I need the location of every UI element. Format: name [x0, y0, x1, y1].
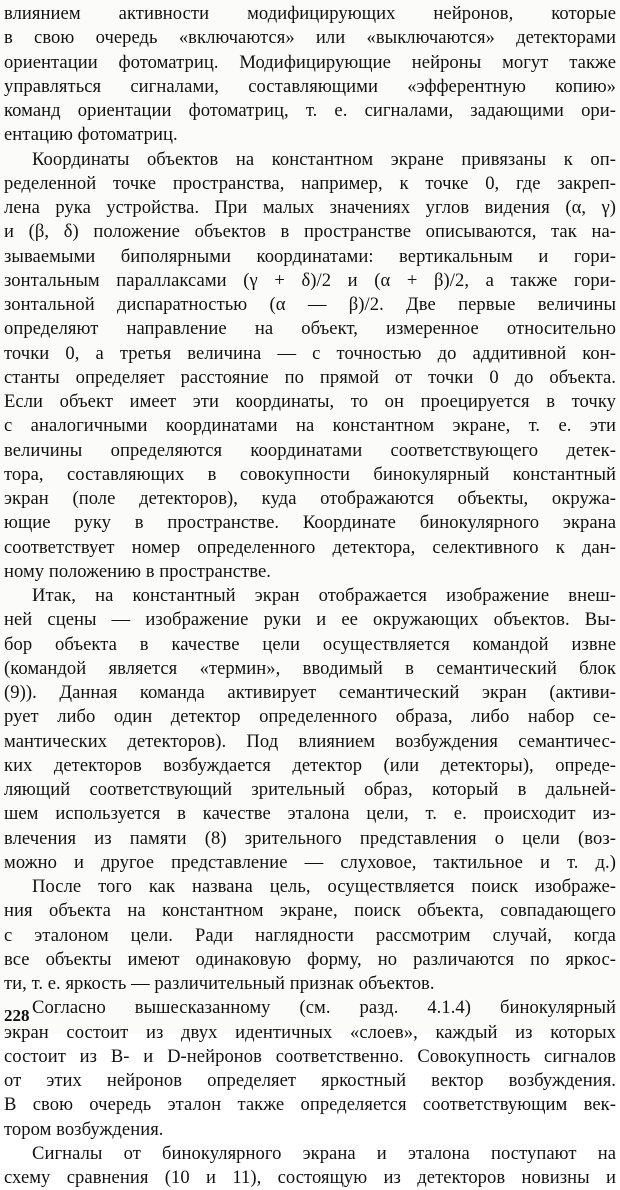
text-line: зываемыми биполярными координатами: вертикальным и гори-: [4, 245, 616, 267]
text-line: ентацию фотоматриц.: [4, 124, 178, 146]
text-line: ному положению в пространстве.: [4, 560, 272, 582]
text-line: Если объект имеет эти координаты, то он проецируется в точку: [4, 391, 616, 412]
text-line: состоит из B- и D-нейронов соответственно. Совокупность сигналов: [4, 1045, 616, 1067]
text-line: В свою очередь эталон также определяется соответствующим век-: [4, 1094, 616, 1116]
text-line: все объекты имеют одинаковую форму, но различаются по яркос-: [4, 948, 616, 970]
text-line: точки 0, а третья величина — с точностью до аддитивной кон-: [4, 342, 616, 364]
text-line: тором возбуждения.: [4, 1118, 164, 1140]
text-line: станты определяет расстояние по прямой от точки 0 до объекта.: [4, 366, 616, 388]
text-line: ней сцены — изображение руки и ее окружающих объектов. Вы-: [4, 609, 616, 631]
text-line: рует либо один детектор определенного образа, либо набор се-: [4, 706, 616, 728]
text-line: соответствует номер определенного детектора, селективного к дан-: [4, 536, 616, 558]
text-line: ти, т. е. яркость — различительный признак объектов.: [4, 973, 435, 994]
text-line: экран состоит из двух идентичных «слоев», каждый из которых: [4, 1021, 616, 1043]
text-line: от этих нейронов определяет яркостный вектор возбуждения.: [4, 1070, 616, 1091]
text-line: ориентации фотоматриц. Модифицирующие нейроны могут также: [4, 51, 616, 73]
text-line: ределенной точке пространства, например, к точке 0, где закреп-: [4, 172, 616, 194]
text-line: Согласно вышесказанному (см. разд. 4.1.4) бинокулярный: [32, 997, 616, 1019]
text-line: влиянием активности модифицирующих нейронов, которые: [4, 3, 616, 24]
text-line: Сигналы от бинокулярного экрана и эталона поступают на: [32, 1142, 616, 1164]
page-number: 228: [4, 1006, 30, 1025]
text-line: ющие руку в пространстве. Координате бинокулярного экрана: [4, 512, 616, 534]
text-line: зонтальной диспаратностью (α — β)/2. Две первые величины: [4, 294, 616, 315]
text-line: бор объекта в качестве цели осуществляется командой извне: [4, 633, 616, 655]
text-line: управляться сигналами, составляющими «эфферентную копию»: [4, 75, 616, 97]
text-line: величины определяются координатами соответствующего детек-: [4, 439, 616, 461]
text-line: команд ориентации фотоматриц, т. е. сигналами, задающими ори-: [4, 100, 616, 121]
text-line: (командой является «термин», вводимый в семантический блок: [4, 657, 616, 679]
text-line: экран (поле детекторов), куда отображаются объекты, окружа-: [4, 488, 616, 509]
text-line: шем используется в качестве эталона цели, т. е. происходит из-: [4, 803, 616, 825]
text-line: можно и другое представление — слуховое, тактильное и т. д.): [4, 851, 616, 873]
text-line: Итак, на константный экран отображается изображение внеш-: [32, 585, 616, 606]
text-line: определяют направление на объект, измеренное относительно: [4, 318, 616, 340]
text-line: влечения из памяти (8) зрительного представления о цели (воз-: [4, 827, 616, 849]
text-line: Координаты объектов на константном экране привязаны к оп-: [32, 148, 616, 170]
text-line: схему сравнения (10 и 11), состоящую из детекторов новизны и: [4, 1167, 616, 1188]
text-line: лена рука устройства. При малых значениях углов видения (α, γ): [4, 197, 616, 218]
text-line: с эталоном цели. Ради наглядности рассмотрим случай, когда: [4, 924, 616, 946]
text-line: тора, составляющих в совокупности бинокулярный константный: [4, 463, 616, 485]
text-line: с аналогичными координатами на константном экране, т. е. эти: [4, 415, 616, 437]
text-line: ляющий соответствующий зрительный образ, который в дальней-: [4, 779, 616, 800]
text-line: ких детекторов возбуждается детектор (или детекторы), опреде-: [4, 754, 616, 776]
text-line: в свою очередь «включаются» или «выключаются» детекторами: [4, 27, 616, 49]
text-line: ния объекта на константном экране, поиск объекта, совпадающего: [4, 900, 616, 922]
text-line: (9)). Данная команда активирует семантический экран (активи-: [4, 682, 616, 703]
text-line: мантических детекторов). Под влиянием возбуждения семантичес-: [4, 730, 616, 752]
body-text: [4, 2, 616, 1190]
text-line: зонтальным параллаксами (γ + δ)/2 и (α + β)/2, а также гори-: [4, 269, 616, 291]
text-line: После того как названа цель, осуществляется поиск изображе-: [32, 876, 616, 897]
text-line: и (β, δ) положение объектов в пространстве описываются, так на-: [4, 221, 616, 243]
